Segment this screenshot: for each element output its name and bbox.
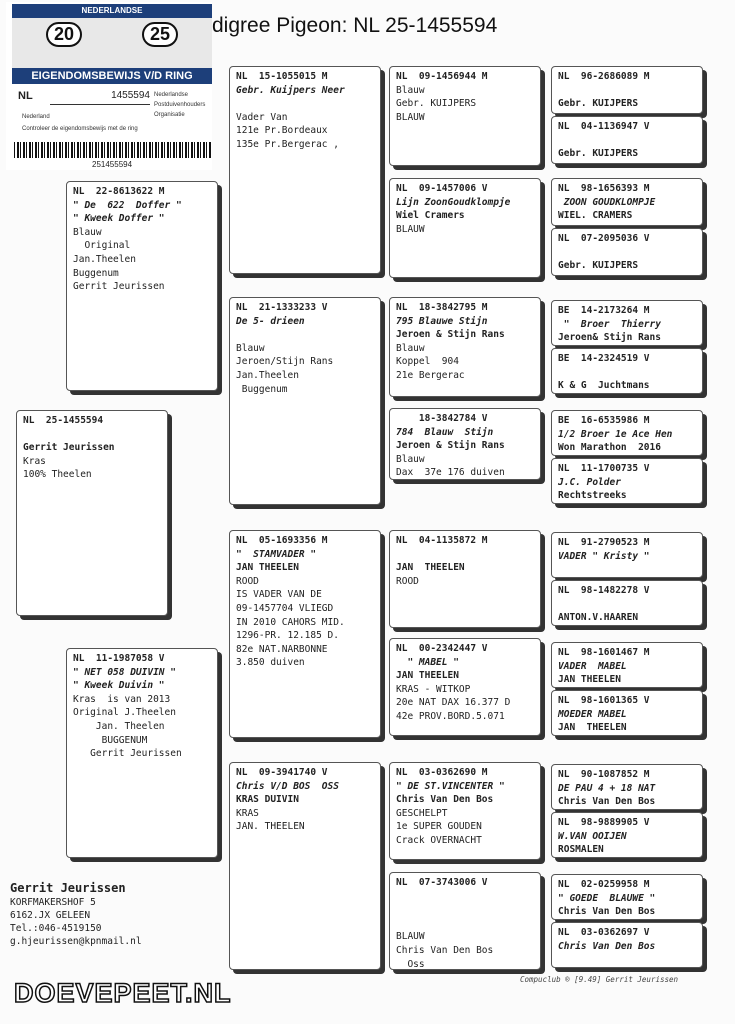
box-line: DE PAU 4 + 18 NAT — [558, 782, 656, 794]
ring-legend-item: Postduivenhouders — [154, 102, 206, 108]
box-line: J.C. Polder — [558, 476, 621, 488]
pedigree-box-g3 — [551, 178, 703, 226]
box-line: Koppel 904 — [396, 356, 459, 368]
box-line: 82e NAT.NARBONNE — [236, 643, 328, 655]
box-line: Blauw — [396, 342, 425, 354]
owner-name: Gerrit Jeurissen — [10, 881, 126, 895]
barcode — [14, 142, 212, 158]
ring-org-name: NEDERLANDSE — [12, 4, 212, 18]
ring-id: NL 04-1135872 M — [396, 535, 488, 546]
box-line — [558, 246, 696, 260]
box-line: 21e Bergerac — [396, 369, 465, 381]
box-line: Blauw — [396, 84, 425, 96]
pedigree-box-g13 — [551, 764, 703, 810]
pedigree-box-g14 — [551, 812, 703, 858]
box-line: ROOD — [396, 575, 419, 587]
pedigree-box-g5 — [551, 300, 703, 346]
box-line: Blauw — [236, 342, 265, 354]
box-line: Won Marathon 2016 — [558, 442, 661, 454]
ring-id: NL 02-0259958 M — [558, 879, 650, 890]
pedigree-box-sd — [229, 297, 381, 505]
ring-legend — [154, 90, 205, 120]
box-line — [396, 890, 534, 904]
box-line — [558, 366, 696, 380]
pedigree-box-main — [16, 410, 168, 616]
pedigree-box-sdd — [389, 408, 541, 480]
ring-emblem-area — [12, 18, 212, 68]
ring-id: NL 09-1457006 V — [396, 183, 488, 194]
box-line: KRAS — [236, 807, 259, 819]
box-line: BUGGENUM — [73, 734, 148, 746]
ring-id: NL 04-1136947 V — [558, 121, 650, 132]
pedigree-box-sire — [66, 181, 218, 391]
box-line: Buggenum — [73, 267, 119, 279]
owner-phone: Tel.:046-4519150 — [10, 923, 102, 934]
pedigree-box-dss — [389, 530, 541, 628]
pedigree-box-g10 — [551, 580, 703, 626]
box-line: 3.850 duiven — [236, 657, 305, 669]
pedigree-box-ddd — [389, 872, 541, 970]
box-line: W.VAN OOIJEN — [558, 830, 627, 842]
box-line: JAN THEELEN — [396, 562, 465, 574]
box-line: JAN. THEELEN — [236, 821, 305, 833]
ring-id: NL 03-0362697 V — [558, 927, 650, 938]
box-line: JAN THEELEN — [558, 674, 621, 686]
box-line: " GOEDE BLAUWE " — [558, 892, 656, 904]
box-line: GESCHELPT — [396, 807, 448, 819]
box-line: VADER MABEL — [558, 660, 627, 672]
box-line — [558, 598, 696, 612]
box-line: JAN THEELEN — [396, 670, 459, 682]
box-line: Chris Van Den Bos — [558, 796, 656, 808]
ring-id: NL 07-2095036 V — [558, 233, 650, 244]
barcode-number: 251455594 — [92, 160, 133, 169]
ring-year-right: 25 — [142, 22, 178, 47]
box-line: WIEL. CRAMERS — [558, 210, 633, 222]
box-line: 09-1457704 VLIEGD — [236, 602, 334, 614]
ring-id: BE 14-2324519 V — [558, 353, 650, 364]
box-line: Chris Van Den Bos — [396, 794, 494, 806]
ring-id: NL 15-1055015 M — [236, 71, 328, 82]
box-line: Jeroen & Stijn Rans — [396, 440, 505, 452]
site-logo: DOEVEPEET.NL — [14, 978, 232, 1008]
ring-line1: Nederland — [22, 114, 50, 120]
box-line: Gebr. KUIJPERS — [558, 148, 639, 160]
box-line: Crack OVERNACHT — [396, 834, 482, 846]
ring-id: NL 98-1601365 V — [558, 695, 650, 706]
box-line: Chris Van Den Bos — [558, 906, 656, 918]
box-line: Kras — [23, 455, 46, 467]
pedigree-box-g4 — [551, 228, 703, 276]
box-line: BLAUW — [396, 223, 425, 235]
pedigree-box-ds — [229, 530, 381, 738]
box-line: 20e NAT DAX 16.377 D — [396, 697, 511, 709]
owner-street: KORFMAKERSHOF 5 — [10, 897, 96, 908]
ring-id: NL 21-1333233 V — [236, 302, 328, 313]
box-line: Jan.Theelen — [73, 253, 136, 265]
ring-number: 1455594 — [50, 88, 150, 105]
box-line: KRAS - WITKOP — [396, 683, 471, 695]
box-line: 121e Pr.Bordeaux — [236, 125, 328, 137]
box-line: Blauw — [396, 453, 425, 465]
owner-email: g.hjeurissen@kpnmail.nl — [10, 936, 142, 947]
box-line: ROSMALEN — [558, 844, 604, 856]
box-line: Chris Van Den Bos — [558, 940, 656, 952]
ring-banner: EIGENDOMSBEWIJS V/D RING — [12, 68, 212, 84]
pedigree-box-g16 — [551, 922, 703, 968]
owner-address — [10, 880, 142, 948]
ring-country: NL — [18, 90, 33, 102]
ring-ownership-card — [6, 2, 212, 170]
box-line — [236, 97, 374, 111]
box-line — [558, 134, 696, 148]
ring-id: NL 05-1693356 M — [236, 535, 328, 546]
pedigree-box-dds — [389, 762, 541, 860]
pedigree-box-dd — [229, 762, 381, 970]
box-line: Jan.Theelen — [236, 369, 299, 381]
box-line: Kras is van 2013 — [73, 693, 171, 705]
box-line: " Kweek Duivin " — [73, 680, 165, 692]
box-line: Gebr. KUIJPERS — [558, 98, 639, 110]
pedigree-box-dam — [66, 648, 218, 858]
box-line: Jeroen/Stijn Rans — [236, 356, 334, 368]
box-line: Wiel Cramers — [396, 210, 465, 222]
box-line: IS VADER VAN DE — [236, 589, 322, 601]
ring-id: NL 09-1456944 M — [396, 71, 488, 82]
ring-id: NL 25-1455594 — [23, 415, 104, 426]
box-line: De 5- drieen — [236, 315, 305, 327]
pedigree-box-g12 — [551, 690, 703, 736]
box-line: Gerrit Jeurissen — [23, 442, 115, 454]
box-line: Jeroen & Stijn Rans — [396, 329, 505, 341]
box-line: " DE ST.VINCENTER " — [396, 780, 505, 792]
box-line: Dax 37e 176 duiven — [396, 467, 505, 479]
box-line — [396, 917, 534, 931]
box-line: " Broer Thierry — [558, 318, 661, 330]
ring-line2: Controleer de eigendomsbewijs met de ring — [22, 126, 138, 132]
box-line: 795 Blauwe Stijn — [396, 315, 488, 327]
box-line: Chris Van Den Bos — [396, 944, 494, 956]
pedigree-box-ssd — [389, 178, 541, 278]
pedigree-box-g8 — [551, 458, 703, 504]
ring-id: NL 90-1087852 M — [558, 769, 650, 780]
box-line: 1e SUPER GOUDEN — [396, 821, 482, 833]
pedigree-box-sss — [389, 66, 541, 166]
box-line: ROOD — [236, 575, 259, 587]
ring-id: NL 03-0362690 M — [396, 767, 488, 778]
ring-legend-item: Organisatie — [154, 112, 185, 118]
box-line: " NET 058 DUIVIN " — [73, 666, 176, 678]
pedigree-box-g15 — [551, 874, 703, 920]
box-line: 1/2 Broer 1e Ace Hen — [558, 428, 673, 440]
ring-id: NL 91-2790523 M — [558, 537, 650, 548]
box-line — [236, 328, 374, 342]
ring-year-left: 20 — [46, 22, 82, 47]
box-line: ZOON GOUDKLOMPJE — [558, 196, 656, 208]
box-line: 135e Pr.Bergerac , — [236, 138, 339, 150]
pedigree-box-dsd — [389, 638, 541, 736]
pedigree-box-sds — [389, 297, 541, 397]
box-line: " De 622 Doffer " — [73, 199, 182, 211]
ring-id: NL 09-3941740 V — [236, 767, 328, 778]
ring-id: NL 18-3842795 M — [396, 302, 488, 313]
box-line: VADER " Kristy " — [558, 550, 650, 562]
ring-id: NL 98-1601467 M — [558, 647, 650, 658]
box-line — [558, 84, 696, 98]
box-line: K & G Juchtmans — [558, 380, 650, 392]
ring-id: 18-3842784 V — [396, 413, 488, 424]
box-line: Gebr. KUIJPERS — [396, 98, 477, 110]
page-title: digree Pigeon: NL 25-1455594 — [212, 14, 498, 37]
box-line: Gebr. Kuijpers Neer — [236, 84, 345, 96]
box-line: Vader Van — [236, 111, 288, 123]
ring-id: NL 98-1482278 V — [558, 585, 650, 596]
box-line: " Kweek Doffer " — [73, 213, 165, 225]
box-line: " STAMVADER " — [236, 548, 317, 560]
box-line: Original J.Theelen — [73, 707, 176, 719]
ring-id: BE 14-2173264 M — [558, 305, 650, 316]
box-line: Gerrit Jeurissen — [73, 748, 182, 760]
box-line: " MABEL " — [396, 656, 459, 668]
box-line: MOEDER MABEL — [558, 708, 627, 720]
box-line: ANTON.V.HAAREN — [558, 612, 639, 624]
box-line: Jeroen& Stijn Rans — [558, 332, 661, 344]
pedigree-box-ss — [229, 66, 381, 274]
pedigree-box-g11 — [551, 642, 703, 688]
box-line: IN 2010 CAHORS MID. — [236, 616, 345, 628]
box-line: JAN THEELEN — [236, 562, 299, 574]
ring-legend-item: Nederlandse — [154, 92, 189, 98]
ring-id: NL 98-1656393 M — [558, 183, 650, 194]
box-line: Jan. Theelen — [73, 720, 165, 732]
owner-city: 6162.JX GELEEN — [10, 910, 91, 921]
box-line: 42e PROV.BORD.5.071 — [396, 710, 505, 722]
pedigree-box-g6 — [551, 348, 703, 394]
ring-id: BE 16-6535986 M — [558, 415, 650, 426]
box-line: 784 Blauw Stijn — [396, 426, 494, 438]
box-line: Buggenum — [236, 383, 288, 395]
box-line: Oss — [396, 958, 425, 970]
box-line: Original — [73, 240, 131, 252]
ring-id: NL 22-8613622 M — [73, 186, 165, 197]
ring-id: NL 11-1700735 V — [558, 463, 650, 474]
box-line — [396, 903, 534, 917]
pedigree-box-g9 — [551, 532, 703, 578]
footer-credit: Compuclub ® [9.49] Gerrit Jeurissen — [520, 975, 679, 984]
box-line: JAN THEELEN — [558, 722, 627, 734]
ring-id: NL 96-2686089 M — [558, 71, 650, 82]
box-line: 1296-PR. 12.185 D. — [236, 630, 339, 642]
pedigree-box-g7 — [551, 410, 703, 456]
box-line: Lijn ZoonGoudklompje — [396, 196, 511, 208]
ring-id: NL 98-9889905 V — [558, 817, 650, 828]
box-line — [396, 548, 534, 562]
box-line: Blauw — [73, 226, 102, 238]
ring-id: NL 07-3743006 V — [396, 877, 488, 888]
ring-id: NL 11-1987058 V — [73, 653, 165, 664]
box-line: KRAS DUIVIN — [236, 794, 299, 806]
pedigree-box-g2 — [551, 116, 703, 164]
box-line — [23, 428, 161, 442]
box-line: BLAUW — [396, 111, 425, 123]
box-line: Rechtstreeks — [558, 490, 627, 502]
box-line: Gebr. KUIJPERS — [558, 260, 639, 272]
box-line: Chris V/D BOS OSS — [236, 780, 339, 792]
pedigree-box-g1 — [551, 66, 703, 114]
box-line: BLAUW — [396, 931, 425, 943]
box-line: Gerrit Jeurissen — [73, 281, 165, 293]
box-line: 100% Theelen — [23, 469, 92, 481]
ring-id: NL 00-2342447 V — [396, 643, 488, 654]
